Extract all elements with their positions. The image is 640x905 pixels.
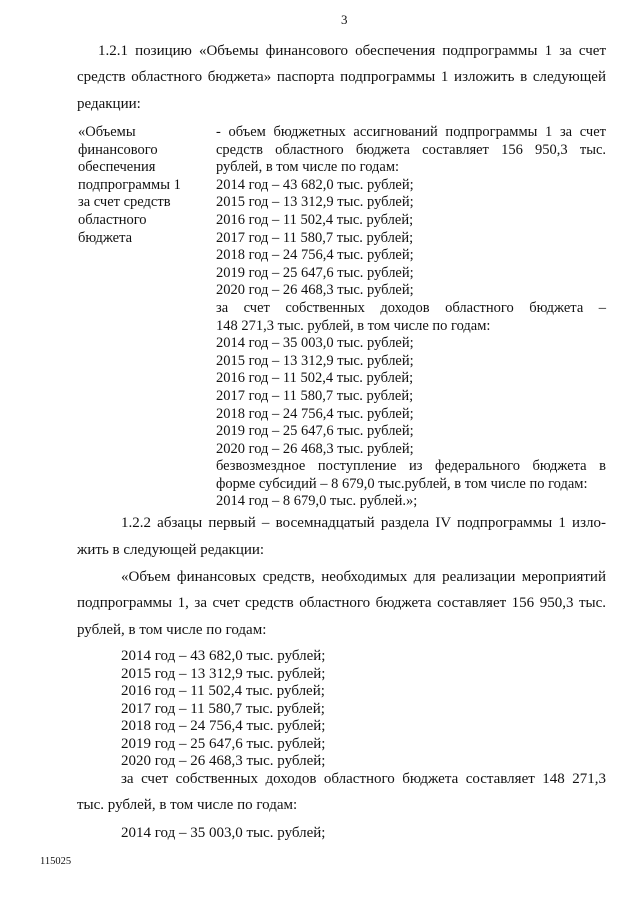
left-line: областного — [78, 211, 147, 228]
year-item: 2014 год – 35 003,0 тыс. рублей; — [216, 335, 414, 352]
year-item: 2019 год – 25 647,6 тыс. рублей; — [121, 735, 326, 752]
own-funds-2-line-1: за счет собственных доходов областного бюджета составляет 148 271,3 — [121, 771, 606, 787]
table-right-column — [216, 124, 606, 511]
year-item: 2016 год – 11 502,4 тыс. рублей; — [216, 370, 414, 387]
table-left-column — [78, 124, 206, 247]
footer-code: 115025 — [40, 856, 72, 867]
intro-line-2: средств областного бюджета» паспорта подпрограммы 1 изложить в следующей — [77, 69, 606, 85]
budget-line: средств областного бюджета составляет 156 950,3 тыс. — [216, 141, 606, 158]
year-item: 2019 год – 25 647,6 тыс. рублей; — [216, 264, 414, 281]
year-item: 2020 год – 26 468,3 тыс. рублей; — [121, 753, 326, 769]
own-funds-line: 148 271,3 тыс. рублей, в том числе по годам: — [216, 317, 491, 334]
year-item: 2017 год – 11 580,7 тыс. рублей; — [216, 387, 414, 404]
section-2-line-2: жить в следующей редакции: — [77, 542, 265, 558]
left-line: «Объемы — [78, 124, 136, 140]
left-line: за счет средств — [78, 194, 171, 211]
quote-line-2: подпрограммы 1, за счет средств областного бюджета составляет 156 950,3 тыс. — [77, 595, 606, 611]
intro-line-3: редакции: — [77, 96, 141, 112]
left-line: обеспечения — [78, 159, 156, 176]
year-item: 2017 год – 11 580,7 тыс. рублей; — [121, 700, 325, 717]
years-list — [121, 648, 325, 771]
year-item: 2015 год – 13 312,9 тыс. рублей; — [216, 352, 414, 369]
year-item: 2016 год – 11 502,4 тыс. рублей; — [216, 211, 414, 228]
own-funds-line: за счет собственных доходов областного бюджета – — [216, 299, 606, 316]
year-item: 2016 год – 11 502,4 тыс. рублей; — [121, 683, 325, 699]
year-item: 2014 год – 43 682,0 тыс. рублей; — [216, 176, 414, 193]
last-year-item: 2014 год – 35 003,0 тыс. рублей; — [121, 825, 326, 841]
section-2-line-1: 1.2.2 абзацы первый – восемнадцатый раздела IV подпрограммы 1 изло- — [121, 515, 606, 531]
federal-line: безвозмездное поступление из федерального бюджета в — [216, 458, 606, 475]
year-item: 2015 год – 13 312,9 тыс. рублей; — [121, 665, 326, 682]
year-item: 2018 год – 24 756,4 тыс. рублей; — [216, 405, 414, 422]
federal-line: форме субсидий – 8 679,0 тыс.рублей, в том числе по годам: — [216, 475, 588, 492]
federal-line: 2014 год – 8 679,0 тыс. рублей.»; — [216, 493, 418, 510]
own-funds-2-line-2: тыс. рублей, в том числе по годам: — [77, 797, 298, 813]
page-number: 3 — [341, 12, 348, 27]
year-item: 2020 год – 26 468,3 тыс. рублей; — [216, 282, 414, 299]
year-item: 2018 год – 24 756,4 тыс. рублей; — [216, 247, 414, 264]
year-item: 2019 год – 25 647,6 тыс. рублей; — [216, 423, 414, 440]
left-line: подпрограммы 1 — [78, 176, 181, 193]
intro-line-1: 1.2.1 позицию «Объемы финансового обеспечения подпрограммы 1 за счет — [98, 43, 606, 59]
quote-line-3: рублей, в том числе по годам: — [77, 622, 267, 638]
budget-line: - объем бюджетных ассигнований подпрограммы 1 за счет — [216, 124, 606, 140]
year-item: 2014 год – 43 682,0 тыс. рублей; — [121, 648, 326, 664]
budget-line: рублей, в том числе по годам: — [216, 159, 400, 176]
year-item: 2015 год – 13 312,9 тыс. рублей; — [216, 194, 414, 211]
year-item: 2017 год – 11 580,7 тыс. рублей; — [216, 229, 414, 246]
left-line: бюджета — [78, 229, 133, 246]
quote-line-1: «Объем финансовых средств, необходимых для реализации мероприятий — [121, 569, 606, 585]
year-item: 2018 год – 24 756,4 тыс. рублей; — [121, 718, 326, 734]
left-line: финансового — [78, 141, 158, 158]
year-item: 2020 год – 26 468,3 тыс. рублей; — [216, 440, 414, 457]
